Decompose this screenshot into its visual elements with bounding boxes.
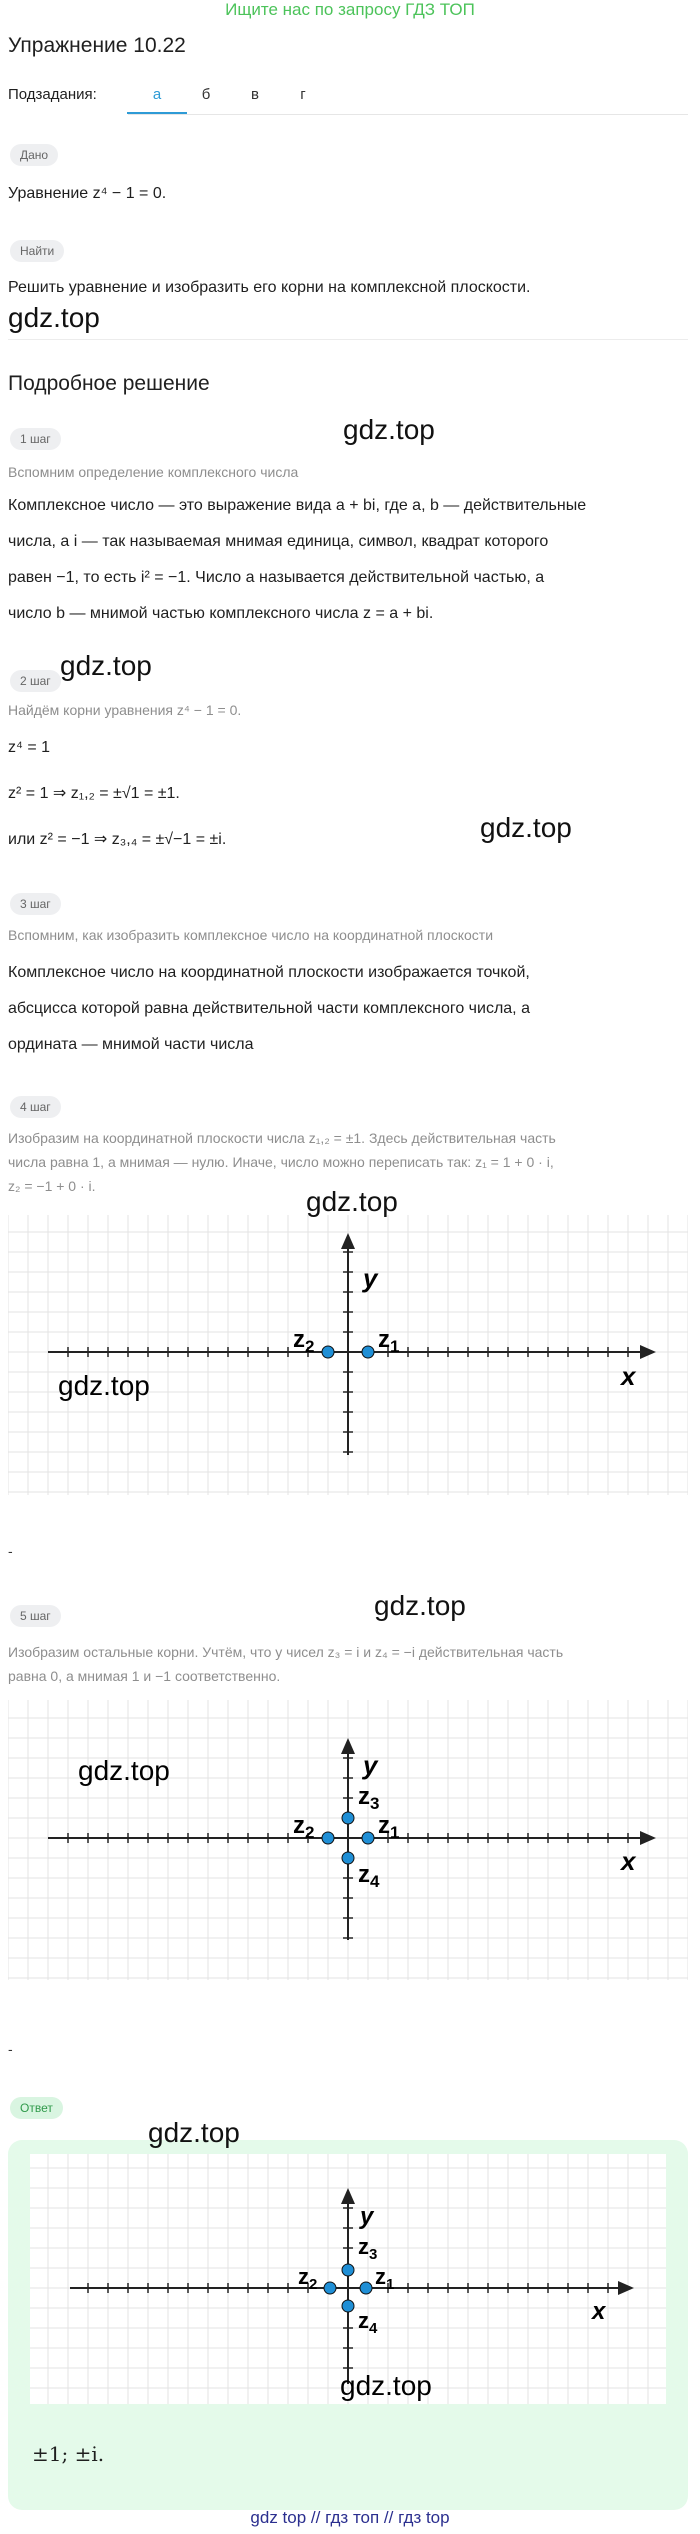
footer-links[interactable]: gdz top // гдз топ // гдз top	[250, 2508, 450, 2527]
label-z1: $z_1$	[378, 1812, 400, 1842]
given-chip: Дано	[10, 144, 58, 166]
find-chip: Найти	[10, 240, 64, 262]
y-axis-label: y	[363, 1750, 378, 1780]
step-3-line: ордината — мнимой части числа	[8, 1036, 254, 1053]
step-4-hint: числа равна 1, а мнимая — нулю. Иначе, число можно переписать так: z₁ = 1 + 0 · i,	[8, 1154, 554, 1170]
subtasks-label: Подзадания:	[8, 86, 97, 103]
y-axis	[341, 1233, 355, 1455]
solution-title: Подробное решение	[8, 372, 210, 395]
point-z1	[360, 2282, 372, 2294]
step-4-chip: 4 шаг	[10, 1096, 61, 1118]
point-z2	[322, 1832, 334, 1844]
x-axis-label: x	[621, 1846, 636, 1876]
active-tab-indicator	[127, 112, 187, 114]
label-z1: $z_1$	[378, 1326, 400, 1356]
promo-banner[interactable]: Ищите нас по запросу ГДЗ ТОП	[225, 0, 475, 19]
step-2-hint: Найдём корни уравнения z⁴ − 1 = 0.	[8, 702, 242, 718]
page-title: Упражнение 10.22	[8, 34, 186, 57]
complex-plane-step-4	[8, 1215, 688, 1495]
label-z3: $z_3$	[358, 1783, 380, 1813]
separator-dash: -	[8, 2041, 13, 2057]
step-1-hint: Вспомним определение комплексного числа	[8, 464, 299, 480]
point-z4	[342, 1852, 354, 1864]
step-1-line: число b — мнимой частью комплексного числа z = a + bi.	[8, 605, 434, 622]
point-z1	[362, 1346, 374, 1358]
step-4-hint: z₂ = −1 + 0 · i.	[8, 1178, 96, 1194]
x-axis-label: x	[592, 2298, 606, 2325]
divider	[8, 339, 688, 340]
watermark: gdz.top	[148, 2117, 240, 2148]
label-z2: $z_2$	[293, 1326, 315, 1356]
step-3-chip: 3 шаг	[10, 893, 61, 915]
given-text: Уравнение z⁴ − 1 = 0.	[8, 185, 167, 202]
tab-g[interactable]: г	[300, 86, 306, 103]
step-3-line: Комплексное число на координатной плоскости изображается точкой,	[8, 964, 530, 981]
watermark: gdz.top	[58, 1370, 150, 1401]
step-1-chip: 1 шаг	[10, 428, 61, 450]
point-z1	[362, 1832, 374, 1844]
watermark: gdz.top	[8, 302, 100, 333]
label-z1: $z_1$	[375, 2264, 395, 2293]
tab-v[interactable]: в	[251, 86, 259, 103]
y-axis-label: y	[360, 2203, 374, 2230]
label-z4: $z_4$	[358, 2308, 378, 2337]
step-2-chip: 2 шаг	[10, 670, 61, 692]
complex-plane-answer	[30, 2154, 666, 2404]
step-1-line: равен −1, то есть i² = −1. Число a называется действительной частью, а	[8, 569, 545, 586]
x-axis	[48, 1831, 656, 1845]
x-axis-label: x	[621, 1361, 636, 1391]
watermark: gdz.top	[306, 1186, 398, 1217]
watermark: gdz.top	[340, 2370, 432, 2401]
point-z2	[322, 1346, 334, 1358]
point-z4	[342, 2300, 354, 2312]
label-z4: $z_4$	[358, 1861, 380, 1891]
point-z2	[324, 2282, 336, 2294]
step-2-line: z² = 1 ⇒ z₁,₂ = ±√1 = ±1.	[8, 785, 180, 802]
x-axis	[48, 1345, 656, 1359]
step-1-line: числа, а i — так называемая мнимая единица, символ, квадрат которого	[8, 533, 549, 550]
step-1-line: Комплексное число — это выражение вида a + bi, где a, b — действительные	[8, 497, 587, 514]
label-z3: $z_3$	[358, 2234, 378, 2263]
step-5-hint: равна 0, а мнимая 1 и −1 соответственно.	[8, 1668, 281, 1684]
step-5-hint: Изобразим остальные корни. Учтём, что у чисел z₃ = i и z₄ = −i действительная часть	[8, 1644, 564, 1660]
label-z2: $z_2$	[293, 1812, 315, 1842]
label-z2: $z_2$	[298, 2264, 318, 2293]
point-z3	[342, 2264, 354, 2276]
watermark: gdz.top	[78, 1755, 170, 1786]
separator-dash: -	[8, 1543, 13, 1559]
watermark: gdz.top	[343, 414, 435, 445]
tabs-divider	[128, 114, 688, 115]
watermark: gdz.top	[480, 812, 572, 843]
step-3-line: абсцисса которой равна действительной части комплексного числа, а	[8, 1000, 530, 1017]
tab-a[interactable]: а	[152, 86, 162, 103]
step-2-line: z⁴ = 1	[8, 739, 51, 756]
point-z3	[342, 1812, 354, 1824]
watermark: gdz.top	[374, 1590, 466, 1621]
watermark: gdz.top	[60, 650, 152, 681]
step-5-chip: 5 шаг	[10, 1605, 61, 1627]
find-text: Решить уравнение и изобразить его корни на комплексной плоскости.	[8, 279, 531, 296]
tab-b[interactable]: б	[201, 86, 211, 103]
answer-text: ±1; ±i.	[32, 2442, 105, 2466]
step-2-line: или z² = −1 ⇒ z₃,₄ = ±√−1 = ±i.	[8, 831, 227, 848]
complex-plane-step-5	[8, 1700, 688, 1980]
step-4-hint: Изобразим на координатной плоскости числа z₁,₂ = ±1. Здесь действительная часть	[8, 1130, 556, 1146]
answer-chip: Ответ	[10, 2097, 63, 2119]
y-axis-label: y	[363, 1263, 378, 1293]
step-3-hint: Вспомним, как изобразить комплексное число на координатной плоскости	[8, 927, 494, 943]
